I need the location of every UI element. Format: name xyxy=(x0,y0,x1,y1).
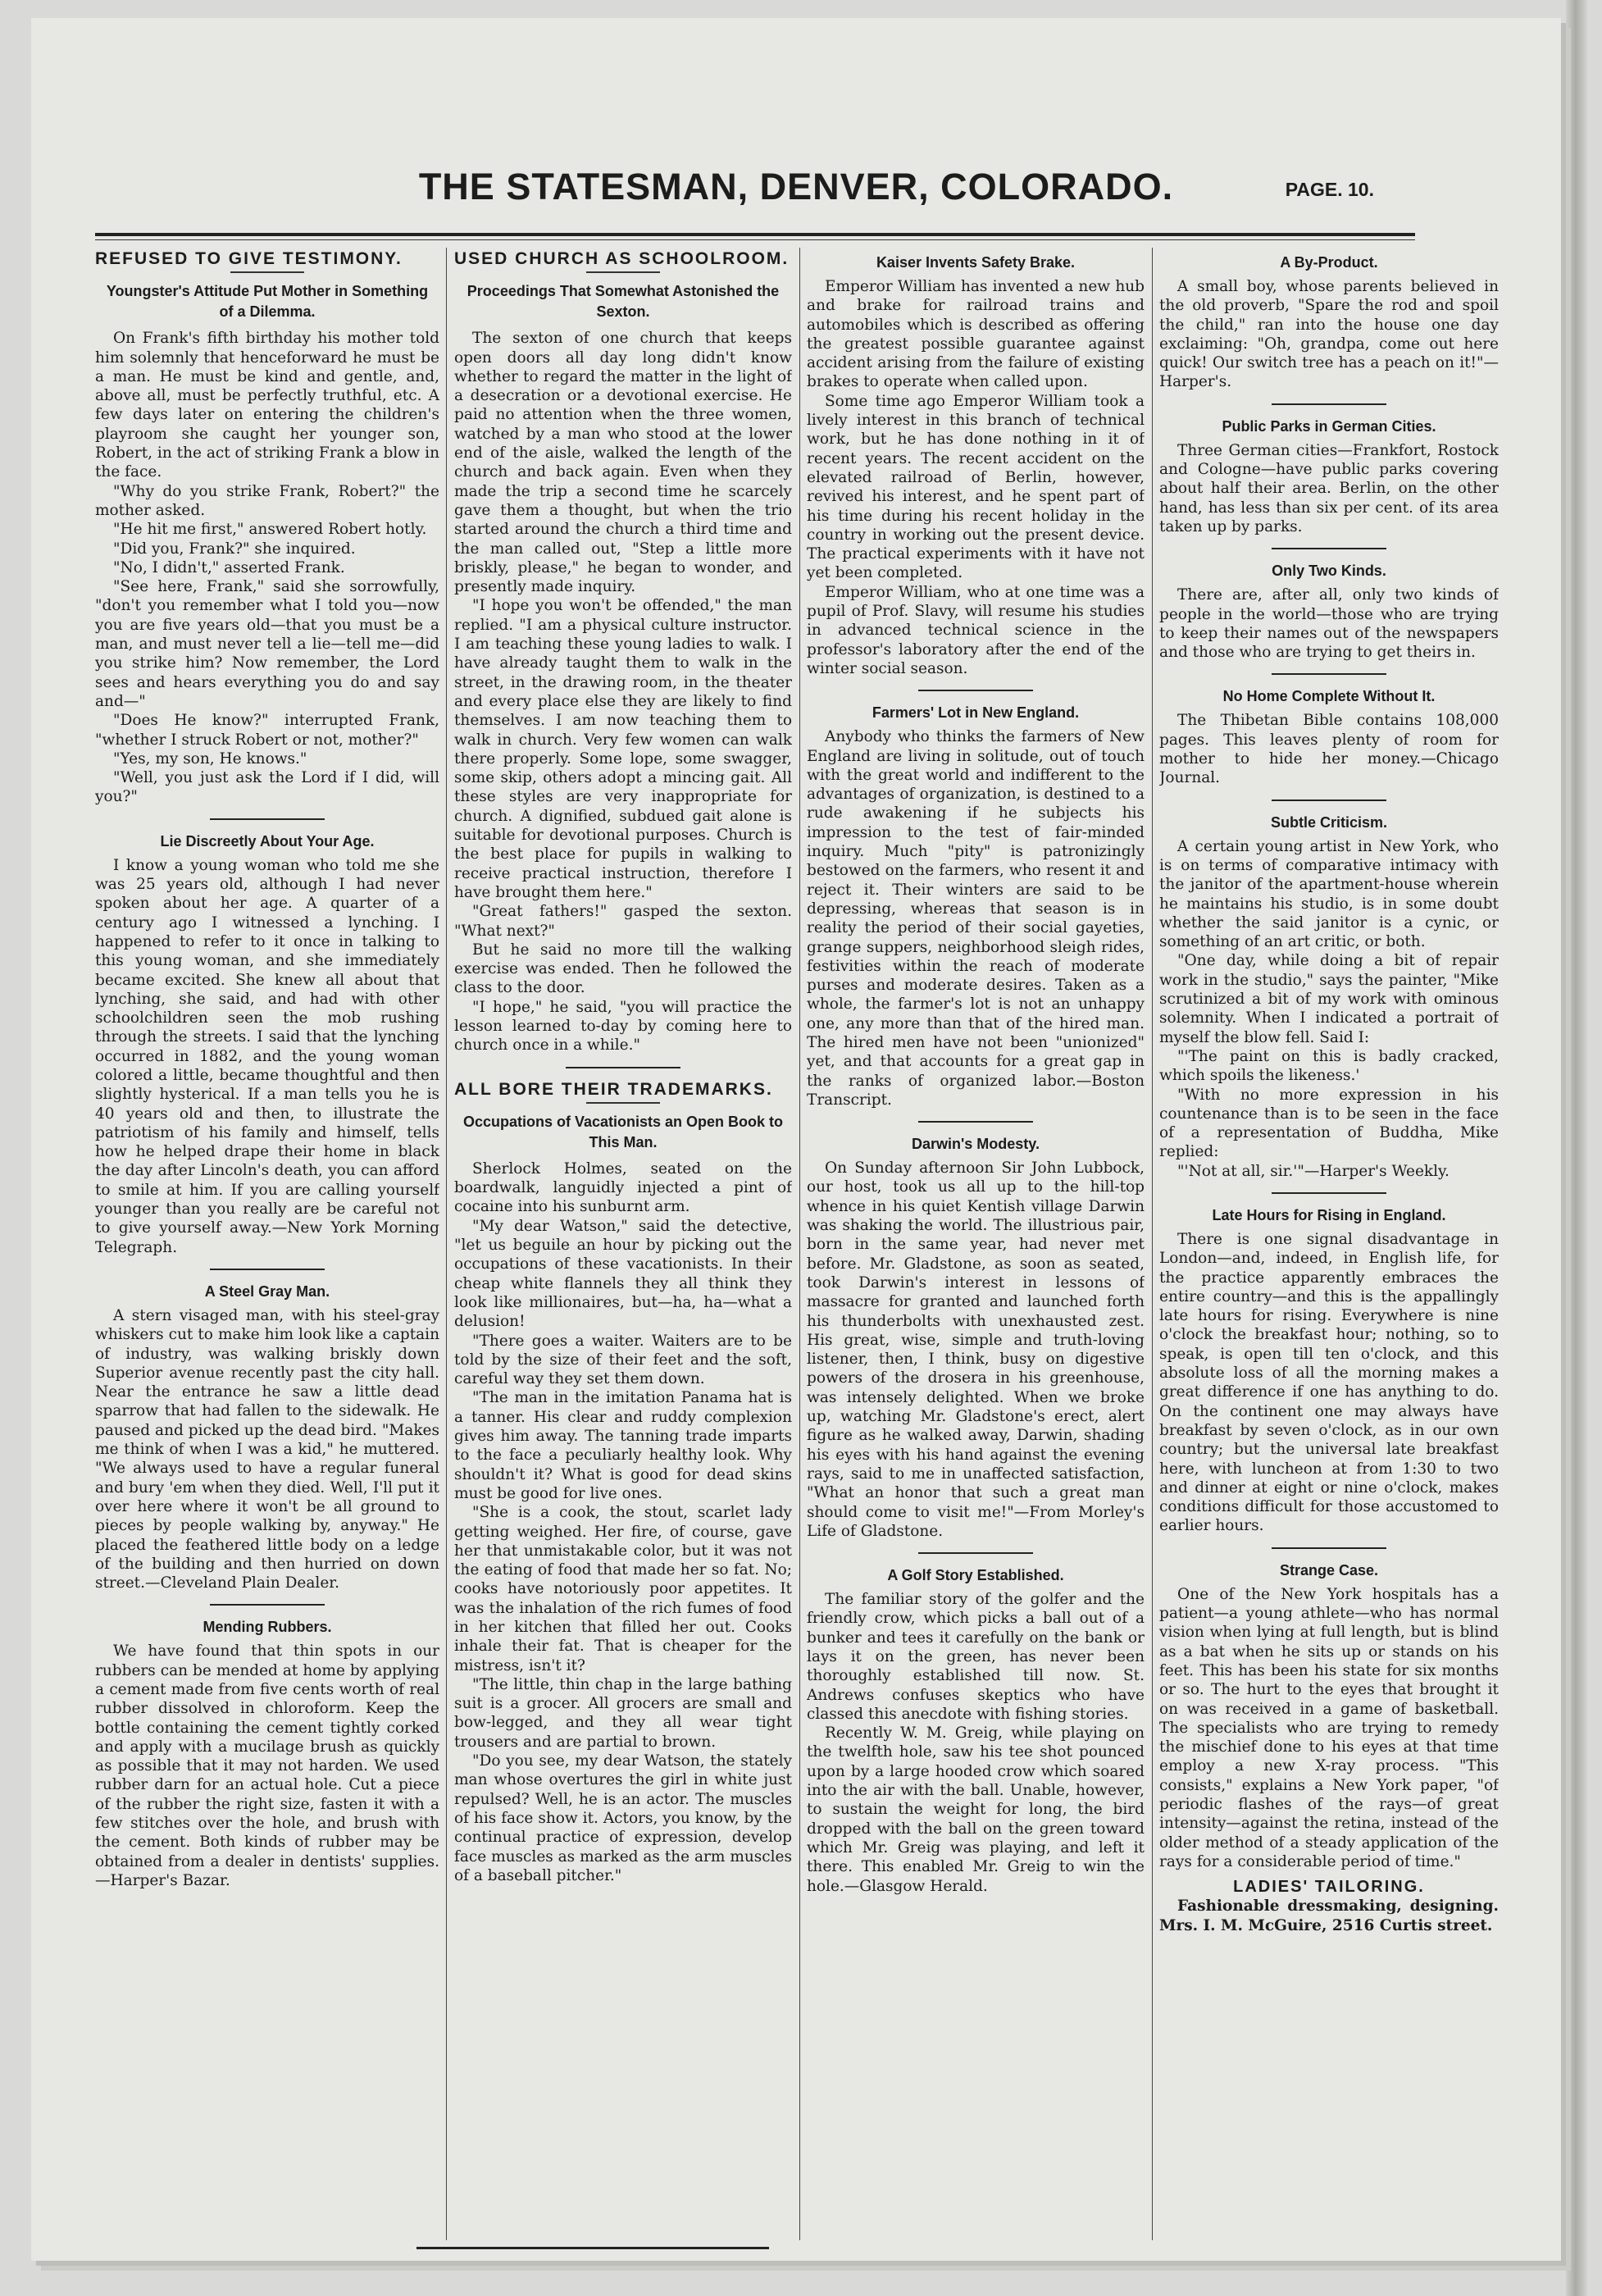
paper-edge xyxy=(1566,0,1587,2296)
article-separator xyxy=(1272,548,1386,549)
headline-rule xyxy=(586,271,660,273)
article-paragraph: Anybody who thinks the farmers of New England are living in solitude, out of touch with the great world and indifferent to the advantages of organization, is destined to a rude awakening if he subjects his impression to the test of fair-minded inquiry. Much "pity" is patronizingly bestowed on the farmers, who resent it and reject it. Their winters are said to be depressing, whereas that season is in reality the period of their social gayeties, grange suppers, neighborhood sleigh rides, festivities within the reach of moderate purses and moderate desires. Taken as a whole, the farmer's lot is not an unhappy one, any more than that of the hired man. The hired men have not been "unionized" yet, and that accounts for a great gap in the ranks of organized labor.—Boston Transcript. xyxy=(807,728,1145,1109)
article xyxy=(1159,1192,1499,1536)
article-headline: Farmers' Lot in New England. xyxy=(872,704,1080,722)
article xyxy=(1159,403,1499,536)
article xyxy=(95,249,439,807)
column-3 xyxy=(807,248,1145,2240)
headline-rule xyxy=(586,1102,660,1104)
article-separator xyxy=(210,1269,325,1270)
ad-title: LADIES' TAILORING. xyxy=(1233,1878,1425,1897)
article-headline: A Golf Story Established. xyxy=(887,1567,1064,1584)
columns xyxy=(95,248,1499,2240)
article-paragraph: But he said no more till the walking exercise was ended. Then he followed the class to the door. xyxy=(454,941,792,997)
article xyxy=(95,1269,439,1592)
article-paragraph: Recently W. M. Greig, while playing on the twelfth hole, saw his tee shot pounced upon by a large hooded crow which soared into the air with the ball. Unable, however, to sustain the weight for long, the bird dropped with the ball on the green toward which Mr. Greig was playing, and left it there. This enabled Mr. Greig to win the hole.—Glasgow Herald. xyxy=(807,1724,1145,1895)
article-separator xyxy=(1272,403,1386,405)
article xyxy=(1159,548,1499,662)
article-separator xyxy=(1272,673,1386,675)
article-paragraph: "He hit me first," answered Robert hotly. xyxy=(113,521,427,539)
article-paragraph: The Thibetan Bible contains 108,000 pages. This leaves plenty of room for mother to hide her money.—Chicago Journal. xyxy=(1159,712,1499,787)
article-paragraph: There is one signal disadvantage in London—and, indeed, in English life, for the practice apparently embraces the entire country—and this is the appallingly late hours for rising. Everywhere is nine o'clock the breakfast hour; nothing, so to speak, is open till ten o'clock, and this absolute loss of all the morning makes a great difference if one has anything to do. On the continent one may always have breakfast by seven o'clock, as in our own country; but the universal late breakfast here, with luncheon at from 1:30 to two and dinner at eight or nine o'clock, makes conditions difficult for those accustomed to earlier hours. xyxy=(1159,1230,1499,1535)
article-paragraph: One of the New York hospitals has a patient—a young athlete—who has normal vision when lying at full length, but is blind as a bat when he sits up or stands on his feet. This has been his state for six months or so. The hurt to the eyes that brought it on was received in a game of basketball. The specialists who are trying to remedy the mischief done to his eyes at that time employ a new X-ray process. "This consists," explains a New York paper, "of periodic flashes of the rays—of great intensity—against the retina, instead of the older method of a steady application of the rays for a considerable period of time." xyxy=(1159,1585,1499,1870)
article-headline: Darwin's Modesty. xyxy=(912,1136,1040,1153)
article-paragraph: "The man in the imitation Panama hat is a tanner. His clear and ruddy complexion gives him away. The tanning trade imparts to the face a peculiarly healthy look. Why shouldn't it? What is good for dead skins must be good for live ones. xyxy=(454,1389,792,1502)
article-subheadline: Youngster's Attitude Put Mother in Something of a Dilemma. xyxy=(106,283,429,321)
article-separator xyxy=(918,690,1033,691)
newspaper-page xyxy=(31,18,1561,2261)
article-paragraph: "With no more expression in his countenance than is to be seen in the face of a representation of Buddha, Mike replied: xyxy=(1159,1086,1499,1161)
article-separator xyxy=(1272,1547,1386,1549)
article xyxy=(1159,800,1499,1181)
article-separator xyxy=(1272,800,1386,801)
article-paragraph: "No, I didn't," asserted Frank. xyxy=(113,558,345,576)
page-number: PAGE. 10. xyxy=(1285,179,1374,200)
column-divider xyxy=(1152,248,1153,2240)
article-headline: No Home Complete Without It. xyxy=(1222,688,1436,705)
article-paragraph: Sherlock Holmes, seated on the boardwalk, languidly injected a pint of cocaine into his sunburnt arm. xyxy=(454,1159,792,1216)
article-paragraph: A certain young artist in New York, who is on terms of comparative intimacy with the janitor of the apartment-house wherein he maintains his studio, is in some doubt whether the said janitor is a cynic, or something of an art critic, or both. xyxy=(1159,837,1499,951)
ad-body: Fashionable dressmaking, designing. Mrs. I. M. McGuire, 2516 Curtis street. xyxy=(1159,1897,1499,1934)
article-headline: ALL BORE THEIR TRADEMARKS. xyxy=(454,1079,773,1099)
article-paragraph: "Does He know?" interrupted Frank, "whether I struck Robert or not, mother?" xyxy=(95,712,439,749)
article-paragraph: Three German cities—Frankfort, Rostock and Cologne—have public parks covering about half their area. Berlin, on the other hand, has less than six per cent. of its area taken up by parks. xyxy=(1159,441,1499,535)
article-paragraph: "'The paint on this is badly cracked, which spoils the likeness.' xyxy=(1159,1047,1499,1085)
article-paragraph: A stern visaged man, with his steel-gray whiskers cut to make him look like a captain of industry, was walking briskly down Superior avenue recently past the city hall. Near the entrance he saw a little dead sparrow that had fallen to the sidewalk. He paused and picked up the dead bird. "Makes me think of when I was a kid," he muttered. "We always used to have a regular funeral and bury 'em when they died. Well, I'll put it over here where it won't be all ground to pieces by people walking by, anyway." He placed the feathered little body on a ledge of the building and then hurried on down street.—Cleveland Plain Dealer. xyxy=(95,1306,439,1592)
column-divider xyxy=(799,248,800,2240)
article-paragraph: On Frank's fifth birthday his mother told him solemnly that henceforward he must be a man. He must be kind and gentle, and, above all, must be perfectly truthful, etc. A few days later on entering the children's playroom she caught her younger son, Robert, in the act of striking Frank a blow in the face. xyxy=(95,330,439,481)
masthead-rule xyxy=(95,233,1415,236)
column-bottom-rule xyxy=(416,2247,769,2249)
article-paragraph: "Why do you strike Frank, Robert?" the mother asked. xyxy=(95,482,439,519)
article xyxy=(95,1604,439,1890)
article-paragraph: "One day, while doing a bit of repair work in the studio," says the painter, "Mike scrutinized a bit of my work with ominous solemnity. When I indicated a portrait of myself the blow fell. Said I: xyxy=(1159,952,1499,1046)
article-subheadline: Proceedings That Somewhat Astonished the Sexton. xyxy=(466,283,780,321)
article xyxy=(807,690,1145,1109)
article-subheadline: Occupations of Vacationists an Open Book to This Man. xyxy=(462,1113,784,1150)
article-paragraph: "I hope," he said, "you will practice the lesson learned to-day by coming here to church once in a while." xyxy=(454,998,792,1055)
article-headline: Only Two Kinds. xyxy=(1272,563,1386,580)
article xyxy=(807,1121,1145,1541)
article xyxy=(807,1552,1145,1896)
article-paragraph: Emperor William has invented a new hub and brake for railroad trains and automobiles which is described as offering the greatest possible guarantee against accident arising from the failure of existing brakes to operate when called upon. xyxy=(807,278,1145,391)
article-headline: Public Parks in German Cities. xyxy=(1222,417,1436,435)
article-paragraph: "'Not at all, sir.'"—Harper's Weekly. xyxy=(1177,1162,1450,1180)
article-headline: Strange Case. xyxy=(1279,1561,1379,1578)
article-headline: A By-Product. xyxy=(1280,254,1378,271)
article-paragraph: "She is a cook, the stout, scarlet lady getting weighed. Her fire, of course, gave her that unmistakable color, but it was not the eating of food that made her so fat. No; cooks have notoriously poor appetites. It was the inhalation of the rich fumes of food in her kitchen that filled her out. Cooks inhale their fat. That is cheaper for the mistress, isn't it? xyxy=(454,1504,792,1674)
column-divider xyxy=(446,248,447,2240)
article-paragraph: "Well, you just ask the Lord if I did, will you?" xyxy=(95,769,439,806)
article xyxy=(1159,253,1499,392)
column-1 xyxy=(95,248,439,2240)
article xyxy=(1159,1547,1499,1871)
article-headline: Mending Rubbers. xyxy=(203,1619,332,1636)
masthead-rule-thin xyxy=(95,239,1415,240)
article xyxy=(1159,673,1499,787)
article-paragraph: "My dear Watson," said the detective, "let us beguile an hour by picking out the occupations of these vacationists. In their cheap white flannels they all think they look like millionaires, but—ha, ha—what a delusion! xyxy=(454,1217,792,1331)
article-paragraph: The sexton of one church that keeps open doors all day long didn't know whether to regard the matter in the light of a desecration or a devotional exercise. He paid no attention when the three women, watched by a man who stood at the lower end of the aisle, walked the length of the church and back again. Even when they made the trip a second time he scarcely gave them a thought, but when the trio started around the church a third time and the man called out, "Step a little more briskly, please," he began to wonder, and presently made inquiry. xyxy=(454,330,792,596)
article-paragraph: We have found that thin spots in our rubbers can be mended at home by applying a cement made from five cents worth of real rubber dissolved in chloroform. Keep the bottle containing the cement tightly corked and apply with a mucilage brush as quickly as possible that it may not harden. We used rubber darn for an actual hole. Cut a piece of the rubber the right size, fasten it with a few stitches over the hole, and brush with the cement. Both kinds of rubber may be obtained from a dealer in dentists' supplies.—Harper's Bazar. xyxy=(95,1642,439,1889)
article-paragraph: Emperor William, who at one time was a pupil of Prof. Slavy, will resume his studies in advanced technical science in the professor's laboratory after the end of the winter social season. xyxy=(807,583,1145,677)
article-headline: USED CHURCH AS SCHOOLROOM. xyxy=(454,249,790,268)
article-paragraph: "Do you see, my dear Watson, the stately man whose overtures the girl in white just repulsed? Well, he is an actor. The muscles of his face show it. Actors, you know, by the continual practice of expression, develop face muscles as marked as the arm muscles of a baseball pitcher." xyxy=(454,1752,792,1884)
article-separator xyxy=(1272,1192,1386,1194)
article-headline: Subtle Criticism. xyxy=(1270,813,1388,831)
article-separator xyxy=(566,1067,680,1068)
article-paragraph: "The little, thin chap in the large bathing suit is a grocer. All grocers are small and bow-legged, and they all wear tight trousers and are partial to brown. xyxy=(454,1675,792,1751)
article-separator xyxy=(210,818,325,820)
article-paragraph: "Yes, my son, He knows." xyxy=(113,749,307,768)
article xyxy=(454,1067,792,1886)
column-4-articles xyxy=(1159,253,1499,1871)
article-separator xyxy=(918,1121,1033,1123)
article-paragraph: "There goes a waiter. Waiters are to be told by the size of their feet and the soft, careful way they set them down. xyxy=(454,1332,792,1388)
article-separator xyxy=(210,1604,325,1606)
article xyxy=(807,253,1145,678)
article xyxy=(95,818,439,1257)
article xyxy=(454,249,792,1055)
article-paragraph: The familiar story of the golfer and the friendly crow, which picks a ball out of a bunker and tees it carefully on the bank or lays it on the green, has never been thoroughly established till now. St. Andrews confuses skeptics who have classed this anecdote with fishing stories. xyxy=(807,1591,1145,1723)
article-paragraph: I know a young woman who told me she was 25 years old, although I had never spoken about her age. A quarter of a century ago I witnessed a lynching. I happened to refer to it once in talking to this young woman, and she immediately became excited. She knew all about that lynching, she said, and had with other schoolchildren seen the mob rushing through the streets. I said that the lynching occurred in 1882, and the young woman colored a little, became thoughtful and then slightly hysterical. If a man tells you he is 40 years old and then, to illustrate the patriotism of his family and himself, tells how he helped drape their home in black the day after Lincoln's death, you can afford to smile at him. If you are calling yourself younger than you really are be careful not to give yourself away.—New York Morning Telegraph. xyxy=(95,856,439,1256)
article-paragraph: "See here, Frank," said she sorrowfully, "don't you remember what I told you—now you are five years old—that you must be a man, and must never tell a lie—tell me—did you strike him? Now remember, the Lord sees and hears everything you do and say and—" xyxy=(95,578,439,710)
article-headline: Kaiser Invents Safety Brake. xyxy=(876,254,1076,271)
article-paragraph: On Sunday afternoon Sir John Lubbock, our host, took us all up to the hill-top whence in his quiet Kentish village Darwin was shaking the world. The illustrious pair, born in the same year, had never met before. Mr. Gladstone, as soon as seated, took Darwin's interest in lessons of massacre for granted and launched forth his thunderbolts with unexhausted zest. His great, wise, simple and truth-loving listener, then, I think, busy on digestive powers of the drosera in his greenhouse, was intensely delighted. When we broke up, watching Mr. Gladstone's erect, alert figure as he walked away, Darwin, shading his eyes with his hand against the evening rays, said to me in unaffected satisfaction, "What an honor that such a great man should come to visit me!"—From Morley's Life of Gladstone. xyxy=(807,1159,1145,1540)
article-paragraph: "Did you, Frank?" she inquired. xyxy=(113,540,356,558)
article-paragraph: A small boy, whose parents believed in the old proverb, "Spare the rod and spoil the child," ran into the house one day exclaiming: "Oh, grandpa, come out here quick! Our switch tree has a peach on it!"—Harper's. xyxy=(1159,278,1499,391)
masthead-title: THE STATESMAN, DENVER, COLORADO. xyxy=(418,166,1174,207)
article-headline: Lie Discreetly About Your Age. xyxy=(160,832,375,850)
article-headline: Late Hours for Rising in England. xyxy=(1212,1206,1446,1223)
article-paragraph: "Great fathers!" gasped the sexton. "What next?" xyxy=(454,903,792,940)
column-4 xyxy=(1159,248,1499,2240)
column-2 xyxy=(454,248,792,2240)
article-paragraph: Some time ago Emperor William took a lively interest in this branch of technical work, but he has done nothing in it of recent years. The recent accident on the elevated railroad of Berlin, however, revived his interest, and he spent part of his time during his recent holiday in the country in working out the present device. The practical experiments with it have not yet been completed. xyxy=(807,392,1145,582)
article-separator xyxy=(918,1552,1033,1554)
article-paragraph: "I hope you won't be offended," the man replied. "I am a physical culture instructor. I am teaching these young ladies to walk. I have already taught them to walk in the street, in the drawing room, in the theater and every place else they are likely to find themselves. I am now teaching them to walk in church. Very few women can walk there properly. Some lope, some swagger, some skip, others adopt a mincing gait. All these styles are very inappropriate for church. A dignified, subdued gait alone is suitable for devotional purposes. Church is the best place for pupils in walking to receive practical instruction, therefore I have brought them here." xyxy=(454,597,792,901)
headline-rule xyxy=(230,271,304,273)
article-headline: REFUSED TO GIVE TESTIMONY. xyxy=(95,249,403,268)
article-headline: A Steel Gray Man. xyxy=(204,1282,330,1300)
article-paragraph: There are, after all, only two kinds of people in the world—those who are trying to keep their names out of the newspapers and those who are trying to get theirs in. xyxy=(1159,586,1499,662)
